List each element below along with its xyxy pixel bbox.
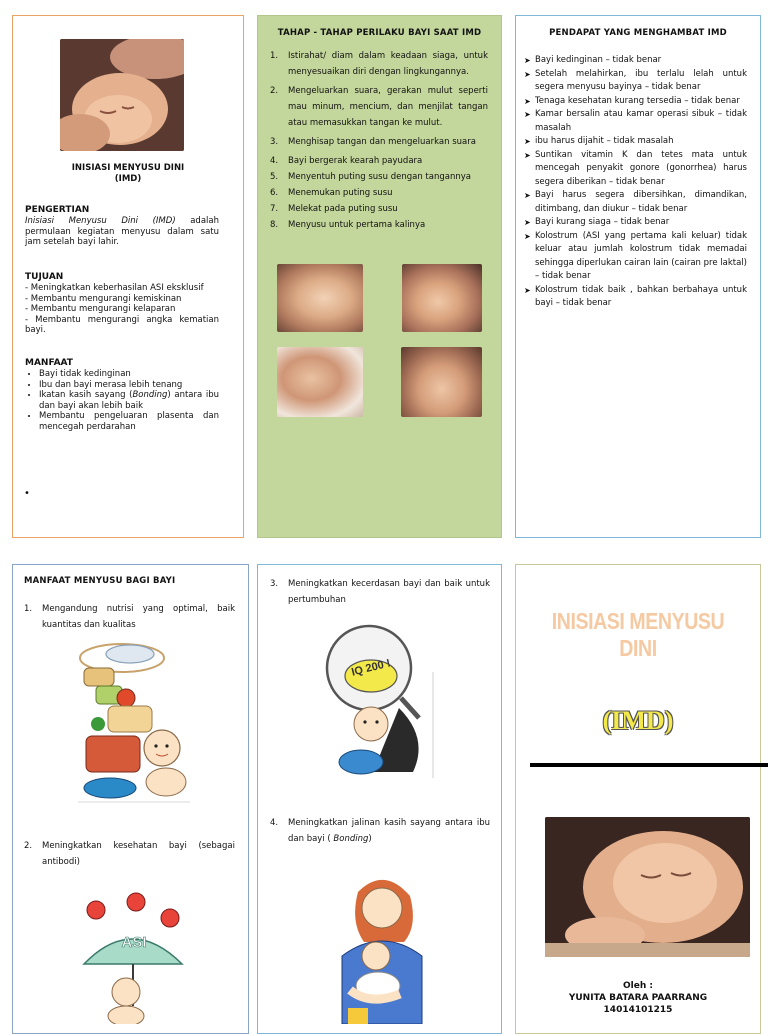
tahap-step xyxy=(270,185,488,201)
author-id: 14014101215 xyxy=(603,1005,673,1015)
food-stack-baby-icon xyxy=(70,636,195,804)
pendapat-item xyxy=(524,189,747,216)
manfaat-menyusu-item-4 xyxy=(270,815,490,847)
item-number: 3. xyxy=(270,579,279,589)
item-number: 1. xyxy=(24,604,33,614)
step-text: Istirahat/ diam dalam keadaan siaga, untuk menyesuaikan diri dengan lingkungannya. xyxy=(288,51,488,77)
step-text: Menyentuh puting susu dengan tangannya xyxy=(288,172,471,182)
iq-200-label: IQ 200 ! xyxy=(350,657,392,679)
tahap-step xyxy=(270,169,488,185)
manfaat-item: • Ibu dan bayi merasa lebih tenang xyxy=(39,380,219,391)
tujuan-heading: TUJUAN xyxy=(25,272,64,282)
step-number: 1. xyxy=(270,51,279,61)
tahap-step xyxy=(270,134,488,150)
cover-subtitle: (IMD) xyxy=(602,706,674,735)
arrow-bullet-icon: ➤ xyxy=(524,285,531,295)
sleeping-baby-illustration xyxy=(545,817,750,957)
pendapat-text: Bayi kedinginan – tidak benar xyxy=(535,55,662,65)
pengertian-body: adalah permulaan kegiatan menyusu dalam satu jam setelah bayi lahir. xyxy=(25,216,219,247)
manfaat-section xyxy=(25,358,219,432)
pendapat-text: Bayi kurang siaga – tidak benar xyxy=(535,217,670,227)
pendapat-item xyxy=(524,135,747,149)
item4-bonding: Bonding xyxy=(333,834,369,844)
pengertian-section xyxy=(25,205,219,248)
tujuan-item: - Membantu mengurangi kemiskinan xyxy=(25,293,182,304)
baby-nursing-photo xyxy=(401,347,482,417)
newborn-on-chest-photo xyxy=(60,39,184,151)
arrow-bullet-icon: ➤ xyxy=(524,150,531,160)
step-number: 7. xyxy=(270,204,279,214)
item4-prefix: Meningkatkan jalinan kasih sayang antara ibu dan bayi ( xyxy=(288,818,490,844)
item-text xyxy=(288,815,490,847)
pendapat-item xyxy=(524,284,747,311)
cover-divider-line xyxy=(530,763,768,767)
manfaat-menyusu-title: MANFAAT MENYUSU BAGI BAYI xyxy=(24,576,176,586)
tahap-step xyxy=(270,153,488,169)
item-text: Meningkatkan kecerdasan bayi dan baik untuk pertumbuhan xyxy=(288,579,490,605)
pendapat-text: Kolostrum tidak baik , bahkan berbahaya untuk bayi – tidak benar xyxy=(535,284,747,308)
panel1-title-line2: (IMD) xyxy=(114,174,142,184)
pendapat-item xyxy=(524,95,747,109)
arrow-bullet-icon: ➤ xyxy=(524,56,531,65)
baby-on-mother-photo xyxy=(277,347,363,417)
step-number: 6. xyxy=(270,188,279,198)
pendapat-item xyxy=(524,230,747,284)
manfaat-item: • Bayi tidak kedinginan xyxy=(39,369,219,380)
tujuan-item: - Membantu mengurangi angka kematian bayi. xyxy=(25,314,219,335)
pendapat-text: Kolostrum (ASI yang pertama kali keluar) tidak keluar atau jumlah kolostrum tidak memadai sehingga diperlukan cairan lain (cairan pre laktal) – tidak benar xyxy=(535,230,747,281)
arrow-bullet-icon: ➤ xyxy=(524,69,531,79)
panel1-title-line1: INISIASI MENYUSU DINI xyxy=(71,163,185,173)
pengertian-term: Inisiasi Menyusu Dini (IMD) xyxy=(25,216,176,226)
author-name: YUNITA BATARA PAARRANG xyxy=(568,993,708,1003)
pendapat-item xyxy=(524,149,747,190)
baby-resting-photo xyxy=(277,264,363,332)
cover-title: INISIASI MENYUSU DINI xyxy=(551,608,725,661)
arrow-bullet-icon: ➤ xyxy=(524,231,531,241)
pendapat-item xyxy=(524,54,747,68)
pengertian-heading: PENGERTIAN xyxy=(25,205,90,215)
item4-suffix: ) xyxy=(368,834,372,844)
tahap-step xyxy=(270,217,488,233)
item-number: 2. xyxy=(24,841,33,851)
ikatan-prefix: Ikatan kasih sayang ( xyxy=(39,390,133,400)
umbrella-asi-label: ASI xyxy=(121,934,147,951)
manfaat-menyusu-item-1 xyxy=(24,601,235,633)
by-label: Oleh : xyxy=(623,981,653,991)
pendapat-text: ibu harus dijahit – tidak masalah xyxy=(535,136,674,146)
manfaat-menyusu-item-3 xyxy=(270,576,490,608)
manfaat-list xyxy=(25,369,219,432)
step-number: 8. xyxy=(270,220,279,230)
trailing-bullet: • xyxy=(24,488,30,499)
pendapat-item xyxy=(524,68,747,95)
step-text: Menyusu untuk pertama kalinya xyxy=(288,220,426,230)
tahap-steps xyxy=(270,48,488,233)
mother-hug-icon xyxy=(320,870,442,1024)
item-text: Meningkatkan kesehatan bayi (sebagai antibodi) xyxy=(42,841,235,867)
manfaat-item xyxy=(39,390,219,411)
arrow-bullet-icon: ➤ xyxy=(524,191,531,200)
bonding-word: Bonding xyxy=(132,390,168,400)
step-number: 2. xyxy=(270,86,279,96)
tujuan-section xyxy=(25,272,219,336)
manfaat-heading: MANFAAT xyxy=(25,358,73,368)
umbrella-icon xyxy=(78,888,188,1024)
step-text: Menemukan puting susu xyxy=(288,188,393,198)
tahap-step xyxy=(270,83,488,131)
pendapat-list xyxy=(524,54,747,311)
pendapat-text: Suntikan vitamin K dan tetes mata untuk mencegah penyakit gonore (gonorrhea) harus segera diberikan – tidak benar xyxy=(535,149,747,187)
manfaat-item: • Membantu pengeluaran plasenta dan mencegah perdarahan xyxy=(39,411,219,432)
pendapat-item xyxy=(524,216,747,230)
step-text: Mengeluarkan suara, gerakan mulut seperti mau minum, mencium, dan menjilat tangan atau memasukkan tangan ke mulut. xyxy=(288,86,488,128)
step-text: Melekat pada puting susu xyxy=(288,204,398,214)
panel1-title xyxy=(12,163,244,185)
pendapat-text: Tenaga kesehatan kurang tersedia – tidak benar xyxy=(535,95,740,106)
cover-author-block xyxy=(515,980,761,1016)
item-number: 4. xyxy=(270,818,279,828)
step-text: Menghisap tangan dan mengeluarkan suara xyxy=(288,137,476,147)
pendapat-text: Kamar bersalin atau kamar operasi sibuk – tidak masalah xyxy=(535,109,747,133)
tahap-step xyxy=(270,201,488,217)
pendapat-text: Bayi harus segera dibersihkan, dimandikan, ditimbang, dan diukur – tidak benar xyxy=(535,190,747,214)
pendapat-title: PENDAPAT YANG MENGHAMBAT IMD xyxy=(549,28,727,38)
nutrition-baby-illustration xyxy=(70,636,195,804)
magnifier-baby-icon xyxy=(315,612,445,780)
item-text: Mengandung nutrisi yang optimal, baik kuantitas dan kualitas xyxy=(42,604,235,630)
iq-baby-illustration xyxy=(315,612,445,780)
step-number: 3. xyxy=(270,137,279,147)
arrow-bullet-icon: ➤ xyxy=(524,218,531,227)
step-number: 4. xyxy=(270,156,279,166)
tujuan-item: - Membantu mengurangi kelaparan xyxy=(25,304,176,314)
manfaat-menyusu-item-2 xyxy=(24,838,235,870)
cover-sleeping-baby-photo xyxy=(545,817,750,957)
pengertian-text xyxy=(25,216,219,248)
asi-umbrella-illustration xyxy=(78,888,188,1024)
arrow-bullet-icon: ➤ xyxy=(524,137,531,146)
baby-crawling-photo xyxy=(402,264,482,332)
tahap-step xyxy=(270,48,488,80)
step-text: Bayi bergerak kearah payudara xyxy=(288,156,423,166)
arrow-bullet-icon: ➤ xyxy=(524,96,531,106)
newborn-photo-illustration xyxy=(60,39,184,151)
arrow-bullet-icon: ➤ xyxy=(524,110,531,119)
pendapat-text: Setelah melahirkan, ibu terlalu lelah untuk segera menyusu bayinya – tidak benar xyxy=(535,68,747,92)
step-number: 5. xyxy=(270,172,279,182)
tahap-title: TAHAP - TAHAP PERILAKU BAYI SAAT IMD xyxy=(277,28,482,38)
tujuan-item: - Meningkatkan keberhasilan ASI eksklusif xyxy=(25,283,204,293)
mother-baby-illustration xyxy=(320,870,442,1024)
pendapat-item xyxy=(524,108,747,135)
ikatan-suffix: ) antara ibu dan bayi akan lebih baik xyxy=(39,390,219,411)
